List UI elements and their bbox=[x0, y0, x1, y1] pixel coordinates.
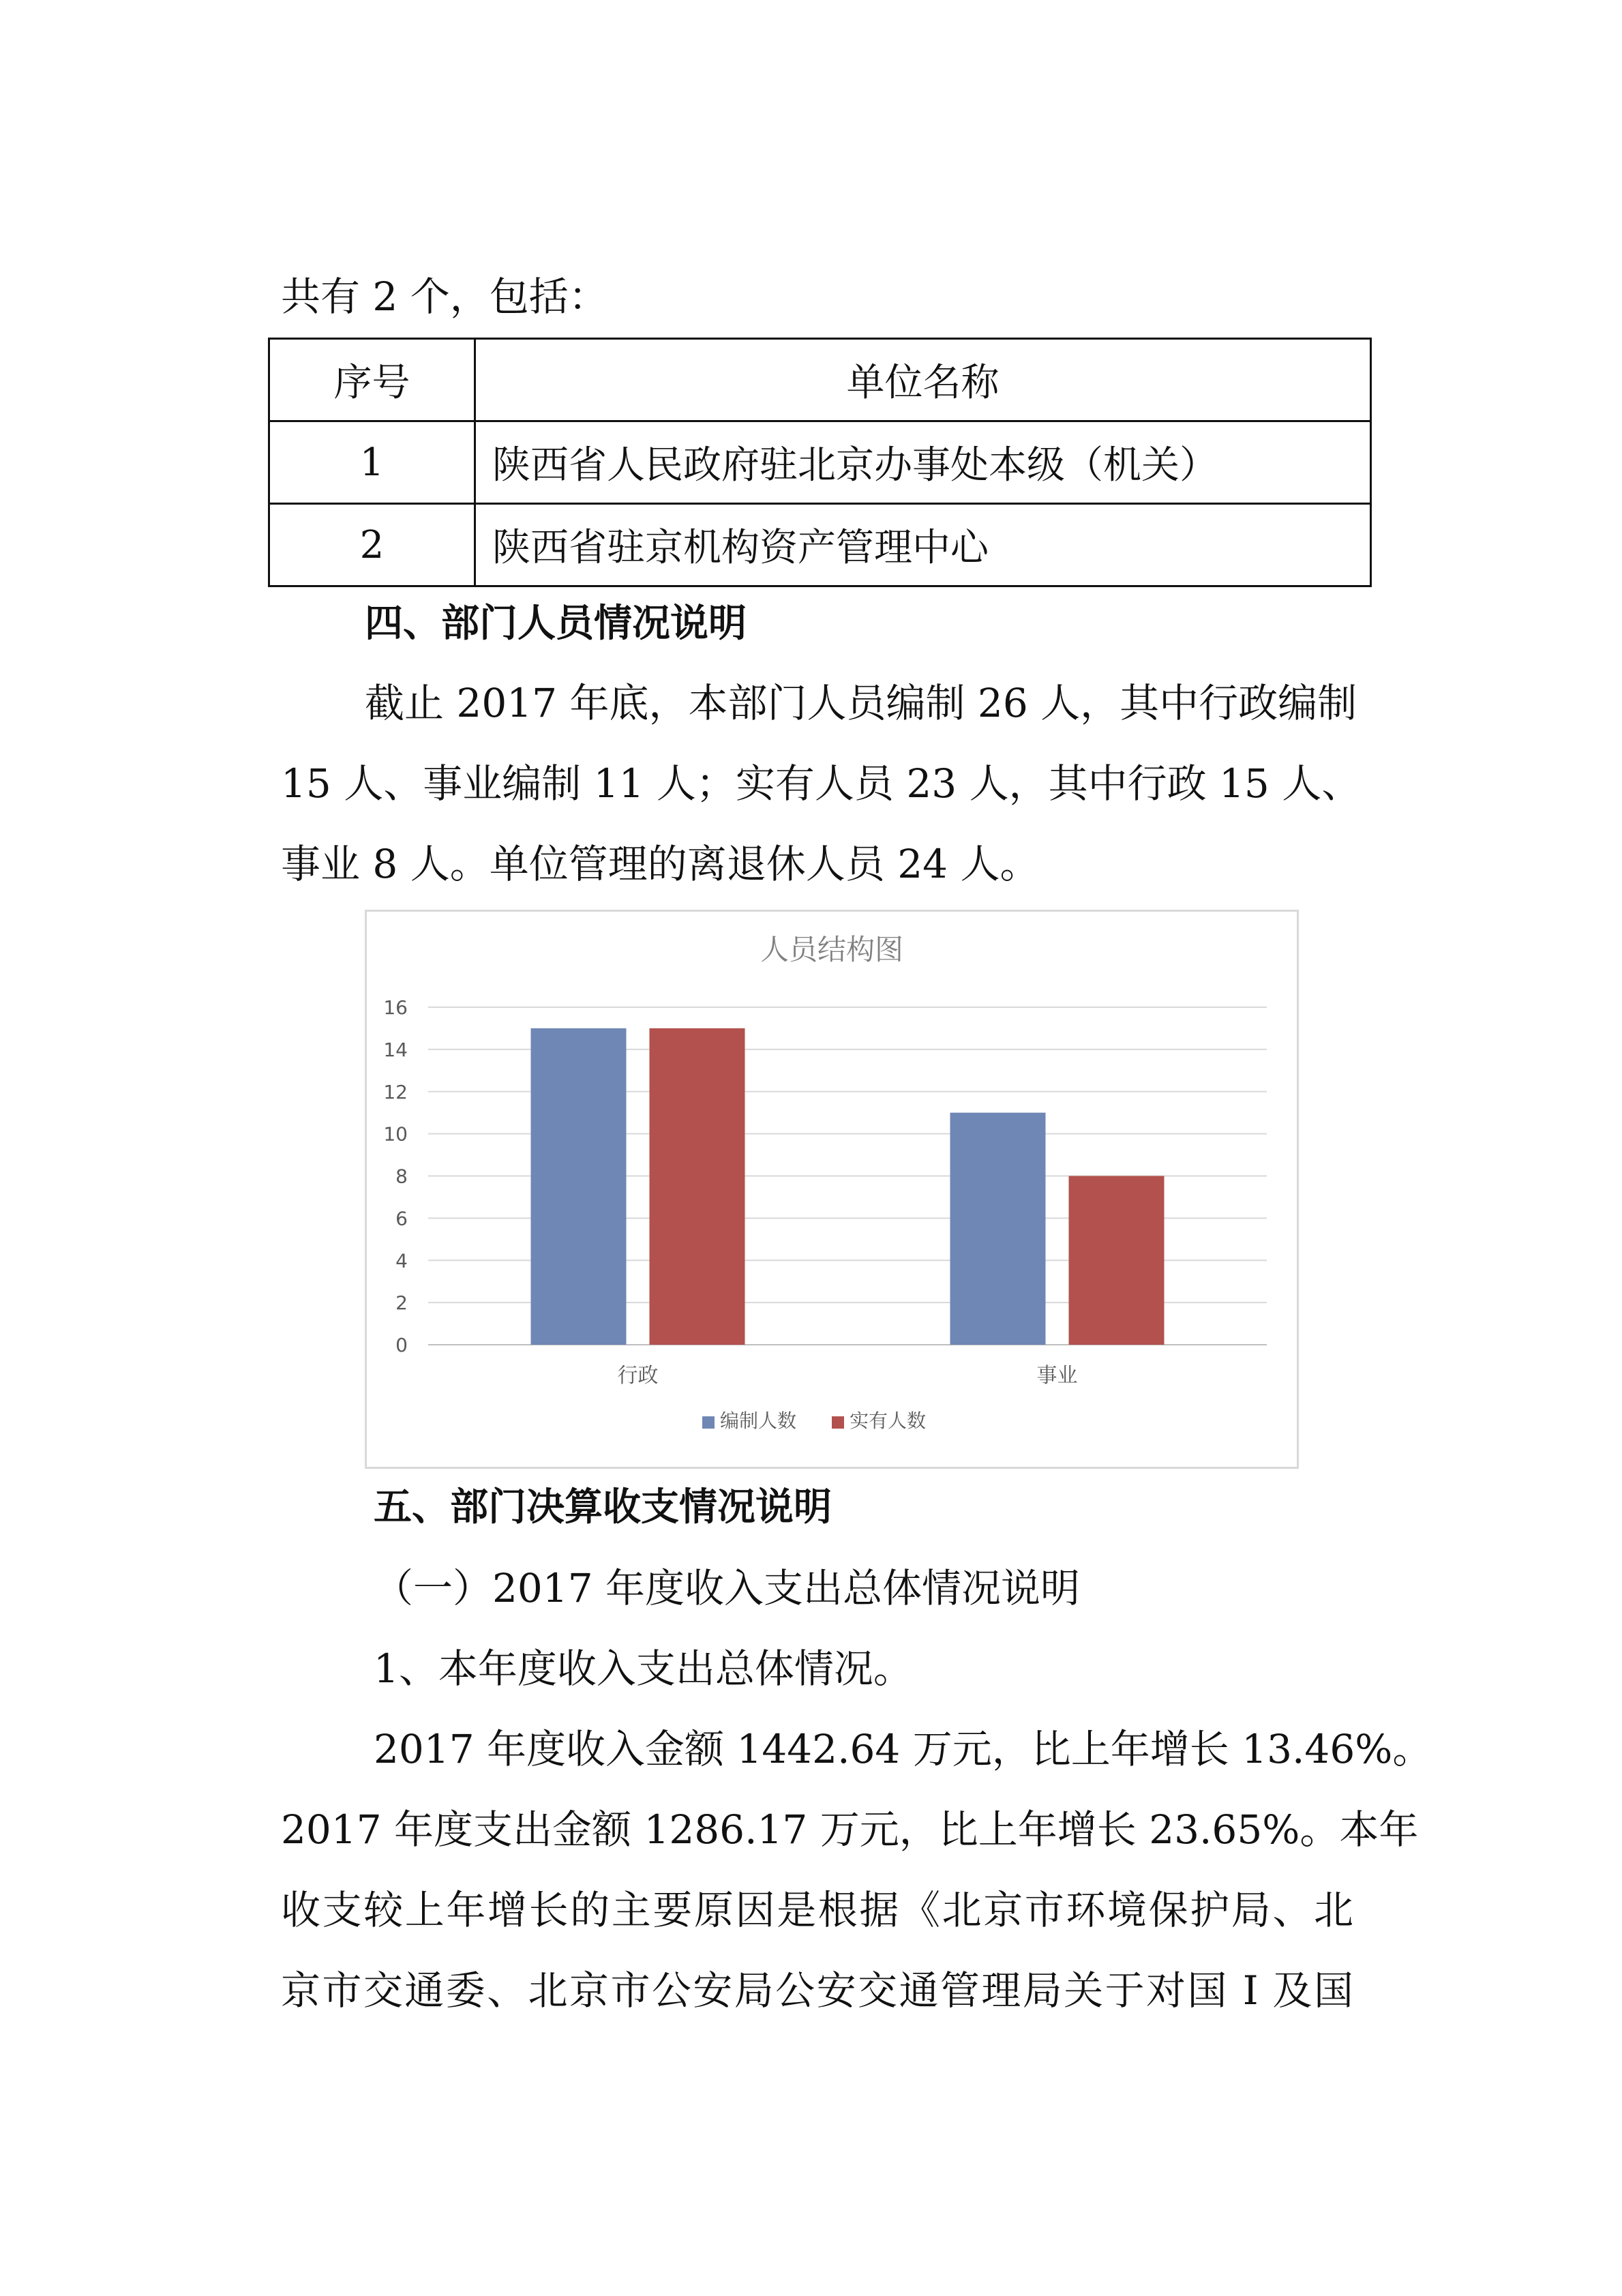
chart-canvas bbox=[367, 912, 1297, 1467]
chart-y-tick-label: 16 bbox=[383, 996, 408, 1019]
chart-category-label: 行政 bbox=[617, 1364, 659, 1388]
chart-bar bbox=[531, 1028, 627, 1345]
chart-bar bbox=[650, 1028, 745, 1345]
paragraph-line: 2017 年度支出金额 1286.17 万元，比上年增长 23.65%。本年 bbox=[281, 1806, 1419, 1853]
legend-swatch bbox=[702, 1416, 715, 1429]
table-cell: 2 bbox=[269, 504, 475, 586]
section-heading: 五、部门决算收支情况说明 bbox=[374, 1485, 832, 1530]
legend-label: 编制人数 bbox=[720, 1410, 797, 1432]
table-cell: 陕西省人民政府驻北京办事处本级（机关） bbox=[475, 421, 1371, 504]
paragraph-line: 收支较上年增长的主要原因是根据《北京市环境保护局、北 bbox=[281, 1887, 1353, 1933]
chart-y-tick-label: 4 bbox=[395, 1249, 408, 1272]
chart-y-ticks bbox=[383, 996, 408, 1356]
table-header-cell: 序号 bbox=[269, 339, 475, 421]
chart-y-tick-label: 0 bbox=[395, 1334, 408, 1356]
table-row bbox=[269, 421, 1371, 504]
chart-bar bbox=[950, 1113, 1046, 1345]
unit-table bbox=[268, 338, 1372, 587]
table-cell: 陕西省驻京机构资产管理中心 bbox=[475, 504, 1371, 586]
chart-y-tick-label: 10 bbox=[383, 1122, 408, 1146]
chart-category-label: 事业 bbox=[1036, 1364, 1078, 1388]
chart-category-labels bbox=[618, 1364, 1078, 1388]
chart-y-tick-label: 6 bbox=[395, 1207, 408, 1230]
intro-text: 共有 2 个，包括： bbox=[281, 273, 608, 320]
table-row bbox=[269, 504, 1371, 586]
chart-bar bbox=[1069, 1176, 1165, 1345]
paragraph-line: 事业 8 人。单位管理的离退休人员 24 人。 bbox=[281, 841, 1040, 887]
table-cell: 1 bbox=[269, 421, 475, 504]
chart-bars bbox=[531, 1028, 1165, 1345]
paragraph-line: 15 人、事业编制 11 人；实有人员 23 人，其中行政 15 人、 bbox=[281, 760, 1362, 807]
paragraph-line: 截止 2017 年底，本部门人员编制 26 人，其中行政编制 bbox=[365, 680, 1357, 726]
legend-swatch bbox=[832, 1416, 844, 1429]
section-heading: 四、部门人员情况说明 bbox=[365, 601, 747, 646]
table-header-row bbox=[269, 339, 1371, 421]
subsection-heading: 1、本年度收入支出总体情况。 bbox=[374, 1645, 913, 1692]
chart-legend bbox=[702, 1410, 926, 1432]
paragraph-line: 2017 年度收入金额 1442.64 万元，比上年增长 13.46%。 bbox=[374, 1726, 1432, 1772]
chart-y-tick-label: 14 bbox=[383, 1038, 408, 1061]
subsection-heading: （一）2017 年度收入支出总体情况说明 bbox=[374, 1565, 1081, 1611]
table-header-cell: 单位名称 bbox=[475, 339, 1371, 421]
chart-y-tick-label: 12 bbox=[383, 1080, 408, 1103]
paragraph-line: 京市交通委、北京市公安局公安交通管理局关于对国 I 及国 bbox=[281, 1967, 1353, 2014]
personnel-chart bbox=[365, 910, 1299, 1469]
chart-y-tick-label: 2 bbox=[395, 1292, 408, 1315]
chart-y-tick-label: 8 bbox=[395, 1165, 408, 1188]
legend-label: 实有人数 bbox=[850, 1410, 927, 1432]
chart-title: 人员结构图 bbox=[760, 933, 904, 966]
